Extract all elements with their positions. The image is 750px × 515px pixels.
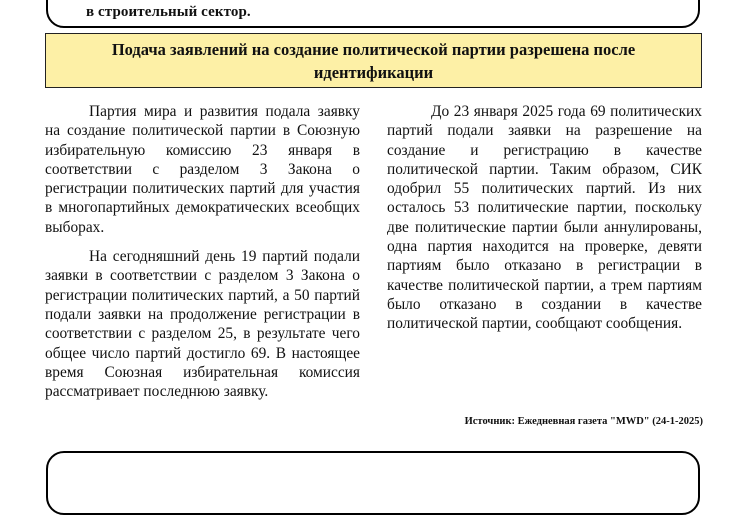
right-paragraph-1: До 23 января 2025 года 69 политических партий подали заявки на разрешение на создание и регистрацию в качестве политической партии. Таким образом, СИК одобрил 55 политических партий. Из них осталось 53 политические партии, поскольку две политические партии были аннулированы, одна партия находится на проверке, девяти партиям было отказано в регистрации в качестве политической партии, а трем партиям было отказано в создании в качестве политической партии, сообщают сообщения.	[387, 103, 702, 333]
left-paragraph-1: Партия мира и развития подала заявку на создание политической партии в Союзную избирательную комиссию 23 января в соответствии с разделом 3 Закона о регистрации политических партий для участия в многопартийных демократических всеобщих выборах.	[45, 103, 360, 236]
article-left-column	[45, 102, 360, 401]
next-article-box	[46, 451, 700, 515]
paragraph-gap	[45, 237, 360, 247]
article-right-column	[387, 102, 702, 334]
headline-banner	[45, 33, 702, 88]
previous-article-box	[46, 0, 700, 28]
article-headline: Подача заявлений на создание политической партии разрешена после идентификации	[111, 39, 636, 82]
article-source: Источник: Ежедневная газета "MWD" (24-1-2025)	[464, 416, 703, 427]
previous-article-tail-text: в строительный сектор.	[86, 4, 251, 20]
left-paragraph-2: На сегодняшний день 19 партий подали заявки в соответствии с разделом 3 Закона о регистрации политических партий, а 50 партий подали заявки на продолжение регистрации в соответствии с разделом 25, в результате чего общее число партий достигло 69. В настоящее время Союзная избирательная комиссия рассматривает последнюю заявку.	[45, 248, 360, 401]
